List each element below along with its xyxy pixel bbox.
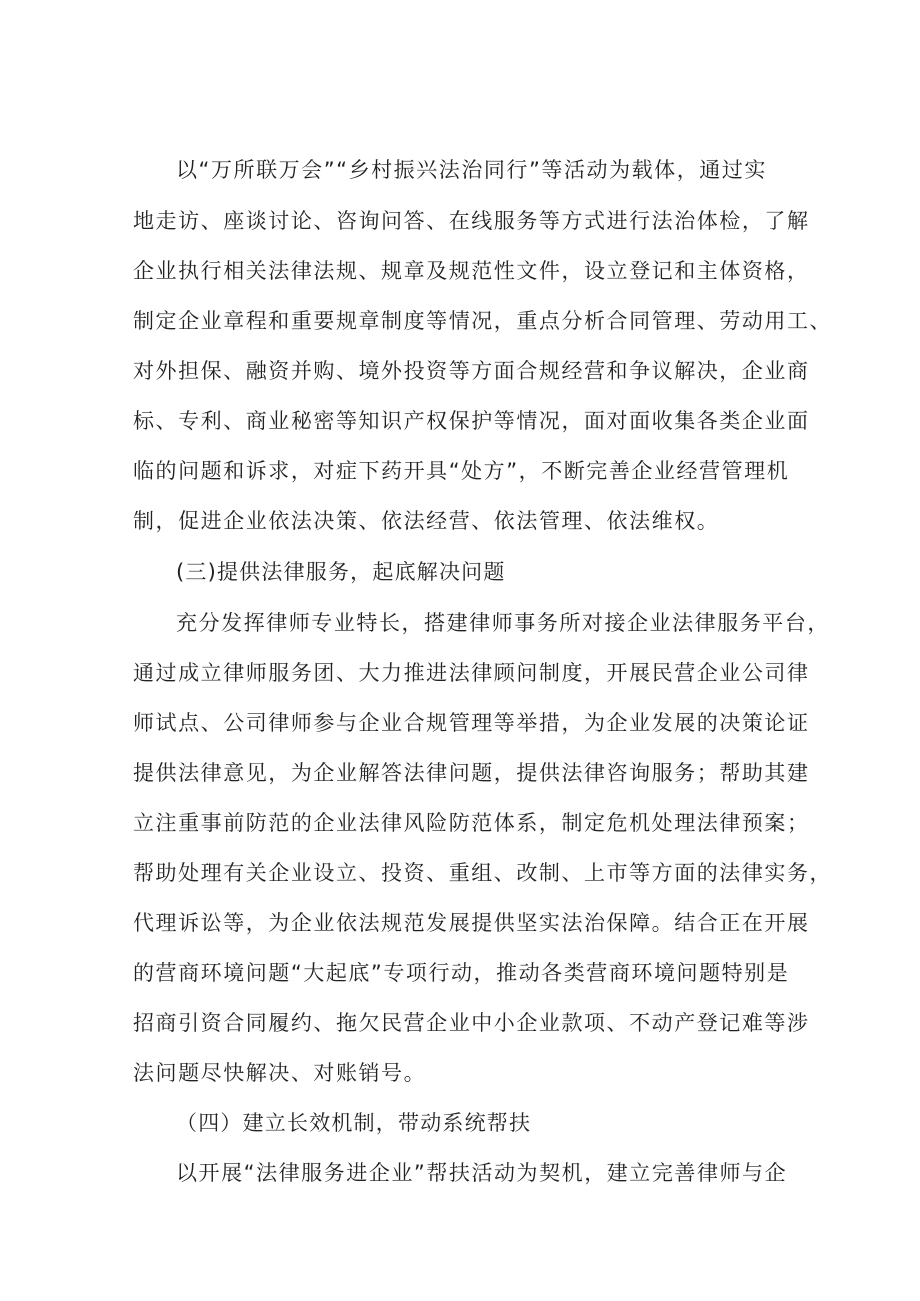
section-heading-4: （四）建立长效机制，带动系统帮扶 — [176, 1111, 532, 1135]
paragraph-3-line-1: 以开展“法律服务进企业”帮扶活动为契机，建立完善律师与企 — [176, 1161, 788, 1185]
paragraph-2-line-7: 代理诉讼等，为企业依法规范发展提供坚实法治保障。结合正在开展 — [133, 911, 810, 935]
paragraph-2-line-1: 充分发挥律师专业特长，搭建律师事务所对接企业法律服务平台， — [176, 611, 830, 635]
paragraph-1-line-4: 制定企业章程和重要规章制度等情况，重点分析合同管理、劳动用工、 — [133, 309, 833, 333]
paragraph-1-line-5: 对外担保、融资并购、境外投资等方面合规经营和争议解决，企业商 — [133, 359, 810, 383]
paragraph-2-line-4: 提供法律意见，为企业解答法律问题，提供法律咨询服务；帮助其建 — [133, 761, 810, 785]
paragraph-2-line-8: 的营商环境问题“大起底”专项行动，推动各类营商环境问题特别是 — [133, 961, 790, 985]
paragraph-1-line-3: 企业执行相关法律法规、规章及规范性文件，设立登记和主体资格， — [133, 259, 810, 283]
paragraph-2-line-3: 师试点、公司律师参与企业合规管理等举措，为企业发展的决策论证 — [133, 711, 810, 735]
paragraph-2-line-10: 法问题尽快解决、对账销号。 — [133, 1061, 427, 1085]
section-heading-3: (三)提供法律服务，起底解决问题 — [176, 560, 506, 584]
paragraph-2-line-6: 帮助处理有关企业设立、投资、重组、改制、上市等方面的法律实务， — [133, 861, 833, 885]
paragraph-1-line-2: 地走访、座谈讨论、咨询问答、在线服务等方式进行法治体检，了解 — [133, 209, 810, 233]
paragraph-1-line-7: 临的问题和诉求，对症下药开具“处方”，不断完善企业经营管理机 — [133, 459, 790, 483]
paragraph-1-line-1: 以“万所联万会”“乡村振兴法治同行”等活动为载体，通过实 — [176, 158, 767, 182]
paragraph-1-line-8: 制，促进企业依法决策、依法经营、依法管理、依法维权。 — [133, 509, 720, 533]
paragraph-2-line-9: 招商引资合同履约、拖欠民营企业中小企业款项、不动产登记难等涉 — [133, 1011, 810, 1035]
paragraph-1-line-6: 标、专利、商业秘密等知识产权保护等情况，面对面收集各类企业面 — [133, 409, 810, 433]
paragraph-2-line-2: 通过成立律师服务团、大力推进法律顾问制度，开展民营企业公司律 — [133, 661, 810, 685]
paragraph-2-line-5: 立注重事前防范的企业法律风险防范体系，制定危机处理法律预案； — [133, 811, 810, 835]
